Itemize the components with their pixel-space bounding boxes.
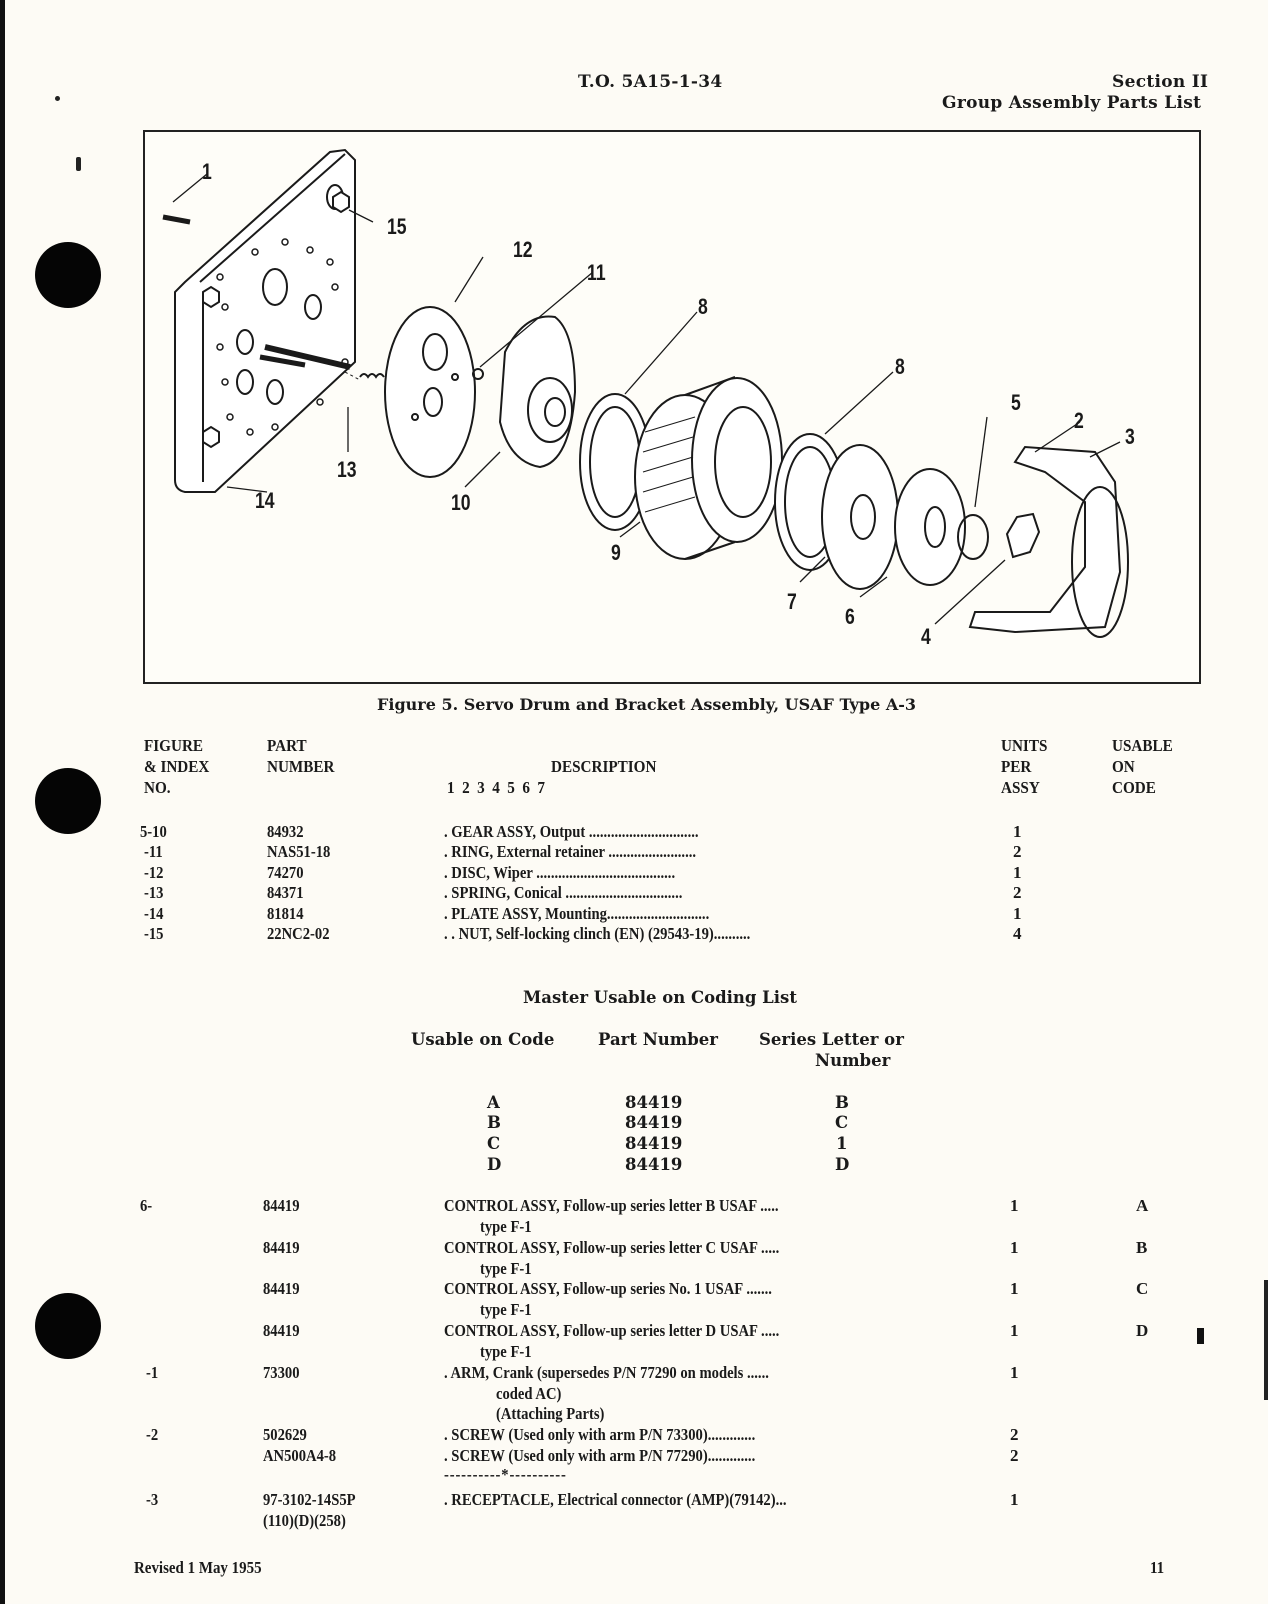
table-row: [0, 1363, 1268, 1383]
part-number: 502629: [263, 1425, 307, 1444]
description: CONTROL ASSY, Follow-up series letter C USAF .....: [444, 1238, 780, 1257]
units: 1: [1010, 1238, 1019, 1257]
table-row-continuation: [0, 1511, 1268, 1531]
table-row: [0, 1446, 1268, 1466]
units: 4: [1013, 924, 1022, 943]
attaching-parts-note: (Attaching Parts): [496, 1404, 605, 1423]
master-code: D: [487, 1155, 502, 1174]
master-header-series: Series Letter or: [759, 1030, 904, 1049]
units: 1: [1010, 1279, 1019, 1298]
table-row: [0, 904, 1268, 924]
description-continued: type F-1: [480, 1217, 532, 1236]
doc-number: T.O. 5A15-1-34: [578, 72, 723, 92]
part-number: 81814: [267, 904, 304, 923]
description: CONTROL ASSY, Follow-up series No. 1 USAF .......: [444, 1279, 772, 1298]
master-part: 84419: [625, 1134, 683, 1153]
table-row-continuation: [0, 1217, 1268, 1237]
scan-speck: [76, 157, 81, 171]
description: CONTROL ASSY, Follow-up series letter D USAF .....: [444, 1321, 780, 1340]
description-continued: type F-1: [480, 1259, 532, 1278]
description: . ARM, Crank (supersedes P/N 77290 on models ......: [444, 1363, 769, 1382]
part-number: 73300: [263, 1363, 300, 1382]
description: . RECEPTACLE, Electrical connector (AMP)(79142)...: [444, 1490, 787, 1509]
units: 1: [1010, 1196, 1019, 1215]
scan-speck: [55, 96, 60, 101]
master-series: B: [835, 1093, 849, 1112]
description-continued: type F-1: [480, 1342, 532, 1361]
table-row: [0, 822, 1268, 842]
table-row: [0, 924, 1268, 944]
master-header-series-2: Number: [815, 1051, 891, 1070]
master-code: A: [487, 1093, 500, 1112]
section-title: Group Assembly Parts List: [942, 93, 1202, 113]
index-no: -15: [144, 924, 164, 943]
table-row-continuation: [0, 1300, 1268, 1320]
separator-line: ----------*----------: [444, 1465, 567, 1484]
master-header-part: Part Number: [598, 1030, 718, 1049]
description: . RING, External retainer ........................: [444, 842, 697, 861]
part-number: 97-3102-14S5P: [263, 1490, 356, 1509]
master-series: D: [835, 1155, 850, 1174]
callout-9: 9: [611, 540, 621, 565]
part-number: 84419: [263, 1238, 300, 1257]
description: . . NUT, Self-locking clinch (EN) (29543-19)..........: [444, 924, 751, 943]
callout-8-left: 8: [698, 294, 708, 319]
usable-code: B: [1136, 1238, 1148, 1257]
part-number-continued: (110)(D)(258): [263, 1511, 346, 1530]
units: 1: [1013, 822, 1022, 841]
col-description: DESCRIPTION: [551, 757, 657, 776]
description: . PLATE ASSY, Mounting............................: [444, 904, 710, 923]
table-row-continuation: [0, 1404, 1268, 1424]
usable-code: D: [1136, 1321, 1149, 1340]
part-number: 74270: [267, 863, 304, 882]
index-no: -12: [144, 863, 164, 882]
callout-7: 7: [787, 589, 797, 614]
part-number: AN500A4-8: [263, 1446, 337, 1465]
master-header-code: Usable on Code: [411, 1030, 555, 1049]
callout-3: 3: [1125, 424, 1135, 449]
table-row: [0, 1321, 1268, 1341]
part-number: 84419: [263, 1196, 300, 1215]
figure-caption: Figure 5. Servo Drum and Bracket Assembly, USAF Type A-3: [377, 695, 917, 714]
col-usable-on-code: USABLE ON CODE: [1112, 736, 1173, 797]
table-row-continuation: [0, 1259, 1268, 1279]
index-no: -1: [146, 1363, 159, 1382]
units: 1: [1013, 863, 1022, 882]
description: . SPRING, Conical ................................: [444, 883, 683, 902]
master-part: 84419: [625, 1113, 683, 1132]
units: 1: [1013, 904, 1022, 923]
table-row: [0, 842, 1268, 862]
part-number: 84419: [263, 1279, 300, 1298]
table-row: [0, 1196, 1268, 1216]
callout-11: 11: [587, 260, 606, 285]
description: . SCREW (Used only with arm P/N 77290).............: [444, 1446, 756, 1465]
table-row: [0, 1490, 1268, 1510]
description: CONTROL ASSY, Follow-up series letter B USAF .....: [444, 1196, 779, 1215]
units: 1: [1010, 1321, 1019, 1340]
description-continued: type F-1: [480, 1300, 532, 1319]
master-series: 1: [836, 1134, 848, 1153]
description: . GEAR ASSY, Output ..............................: [444, 822, 699, 841]
index-no: 6-: [140, 1196, 153, 1215]
table-row: [0, 1238, 1268, 1258]
master-part: 84419: [625, 1093, 683, 1112]
master-part: 84419: [625, 1155, 683, 1174]
table-row: [0, 883, 1268, 903]
usable-code: C: [1136, 1279, 1149, 1298]
col-indent-levels: 1 2 3 4 5 6 7: [447, 778, 547, 797]
table-row: [0, 1279, 1268, 1299]
page-number: 11: [1150, 1558, 1165, 1577]
master-code: B: [487, 1113, 501, 1132]
callout-8-right: 8: [895, 354, 905, 379]
units: 2: [1010, 1425, 1019, 1444]
table-row: [0, 1425, 1268, 1445]
index-no: 5-10: [140, 822, 167, 841]
callout-15: 15: [387, 214, 407, 239]
part-number: 84932: [267, 822, 304, 841]
table-row-continuation: [0, 1342, 1268, 1362]
callout-2: 2: [1074, 408, 1084, 433]
units: 1: [1010, 1490, 1019, 1509]
col-figure-index: FIGURE & INDEX NO.: [144, 736, 210, 797]
description: . SCREW (Used only with arm P/N 73300).............: [444, 1425, 756, 1444]
attaching-parts-separator: [0, 1465, 1268, 1485]
callout-13: 13: [337, 457, 357, 482]
section-label: Section II: [1112, 72, 1209, 92]
binder-hole-top: [35, 242, 101, 308]
units: 1: [1010, 1363, 1019, 1382]
units: 2: [1010, 1446, 1019, 1465]
index-no: -11: [144, 842, 163, 861]
index-no: -3: [146, 1490, 159, 1509]
col-units-per-assy: UNITS PER ASSY: [1001, 736, 1048, 797]
callout-14: 14: [255, 488, 275, 513]
part-number: NAS51-18: [267, 842, 331, 861]
index-no: -14: [144, 904, 164, 923]
callout-5: 5: [1011, 390, 1021, 415]
units: 2: [1013, 842, 1022, 861]
exploded-view-figure: [143, 130, 1201, 684]
callout-12: 12: [513, 237, 533, 262]
col-part-number: PART NUMBER: [267, 736, 335, 776]
part-number: 84371: [267, 883, 304, 902]
index-no: -2: [146, 1425, 159, 1444]
callout-1: 1: [202, 159, 212, 184]
callout-10: 10: [451, 490, 471, 515]
master-series: C: [835, 1113, 849, 1132]
units: 2: [1013, 883, 1022, 902]
servo-drum-exploded-diagram: [145, 132, 1199, 682]
master-list-title: Master Usable on Coding List: [523, 988, 797, 1007]
table-row: [0, 863, 1268, 883]
part-number: 84419: [263, 1321, 300, 1340]
index-no: -13: [144, 883, 164, 902]
callout-6: 6: [845, 604, 855, 629]
callout-4: 4: [921, 624, 931, 649]
description-continued: coded AC): [496, 1384, 562, 1403]
master-code: C: [487, 1134, 501, 1153]
table-row-continuation: [0, 1384, 1268, 1404]
revision-date: Revised 1 May 1955: [134, 1558, 262, 1577]
part-number: 22NC2-02: [267, 924, 330, 943]
description: . DISC, Wiper ......................................: [444, 863, 676, 882]
usable-code: A: [1136, 1196, 1149, 1215]
